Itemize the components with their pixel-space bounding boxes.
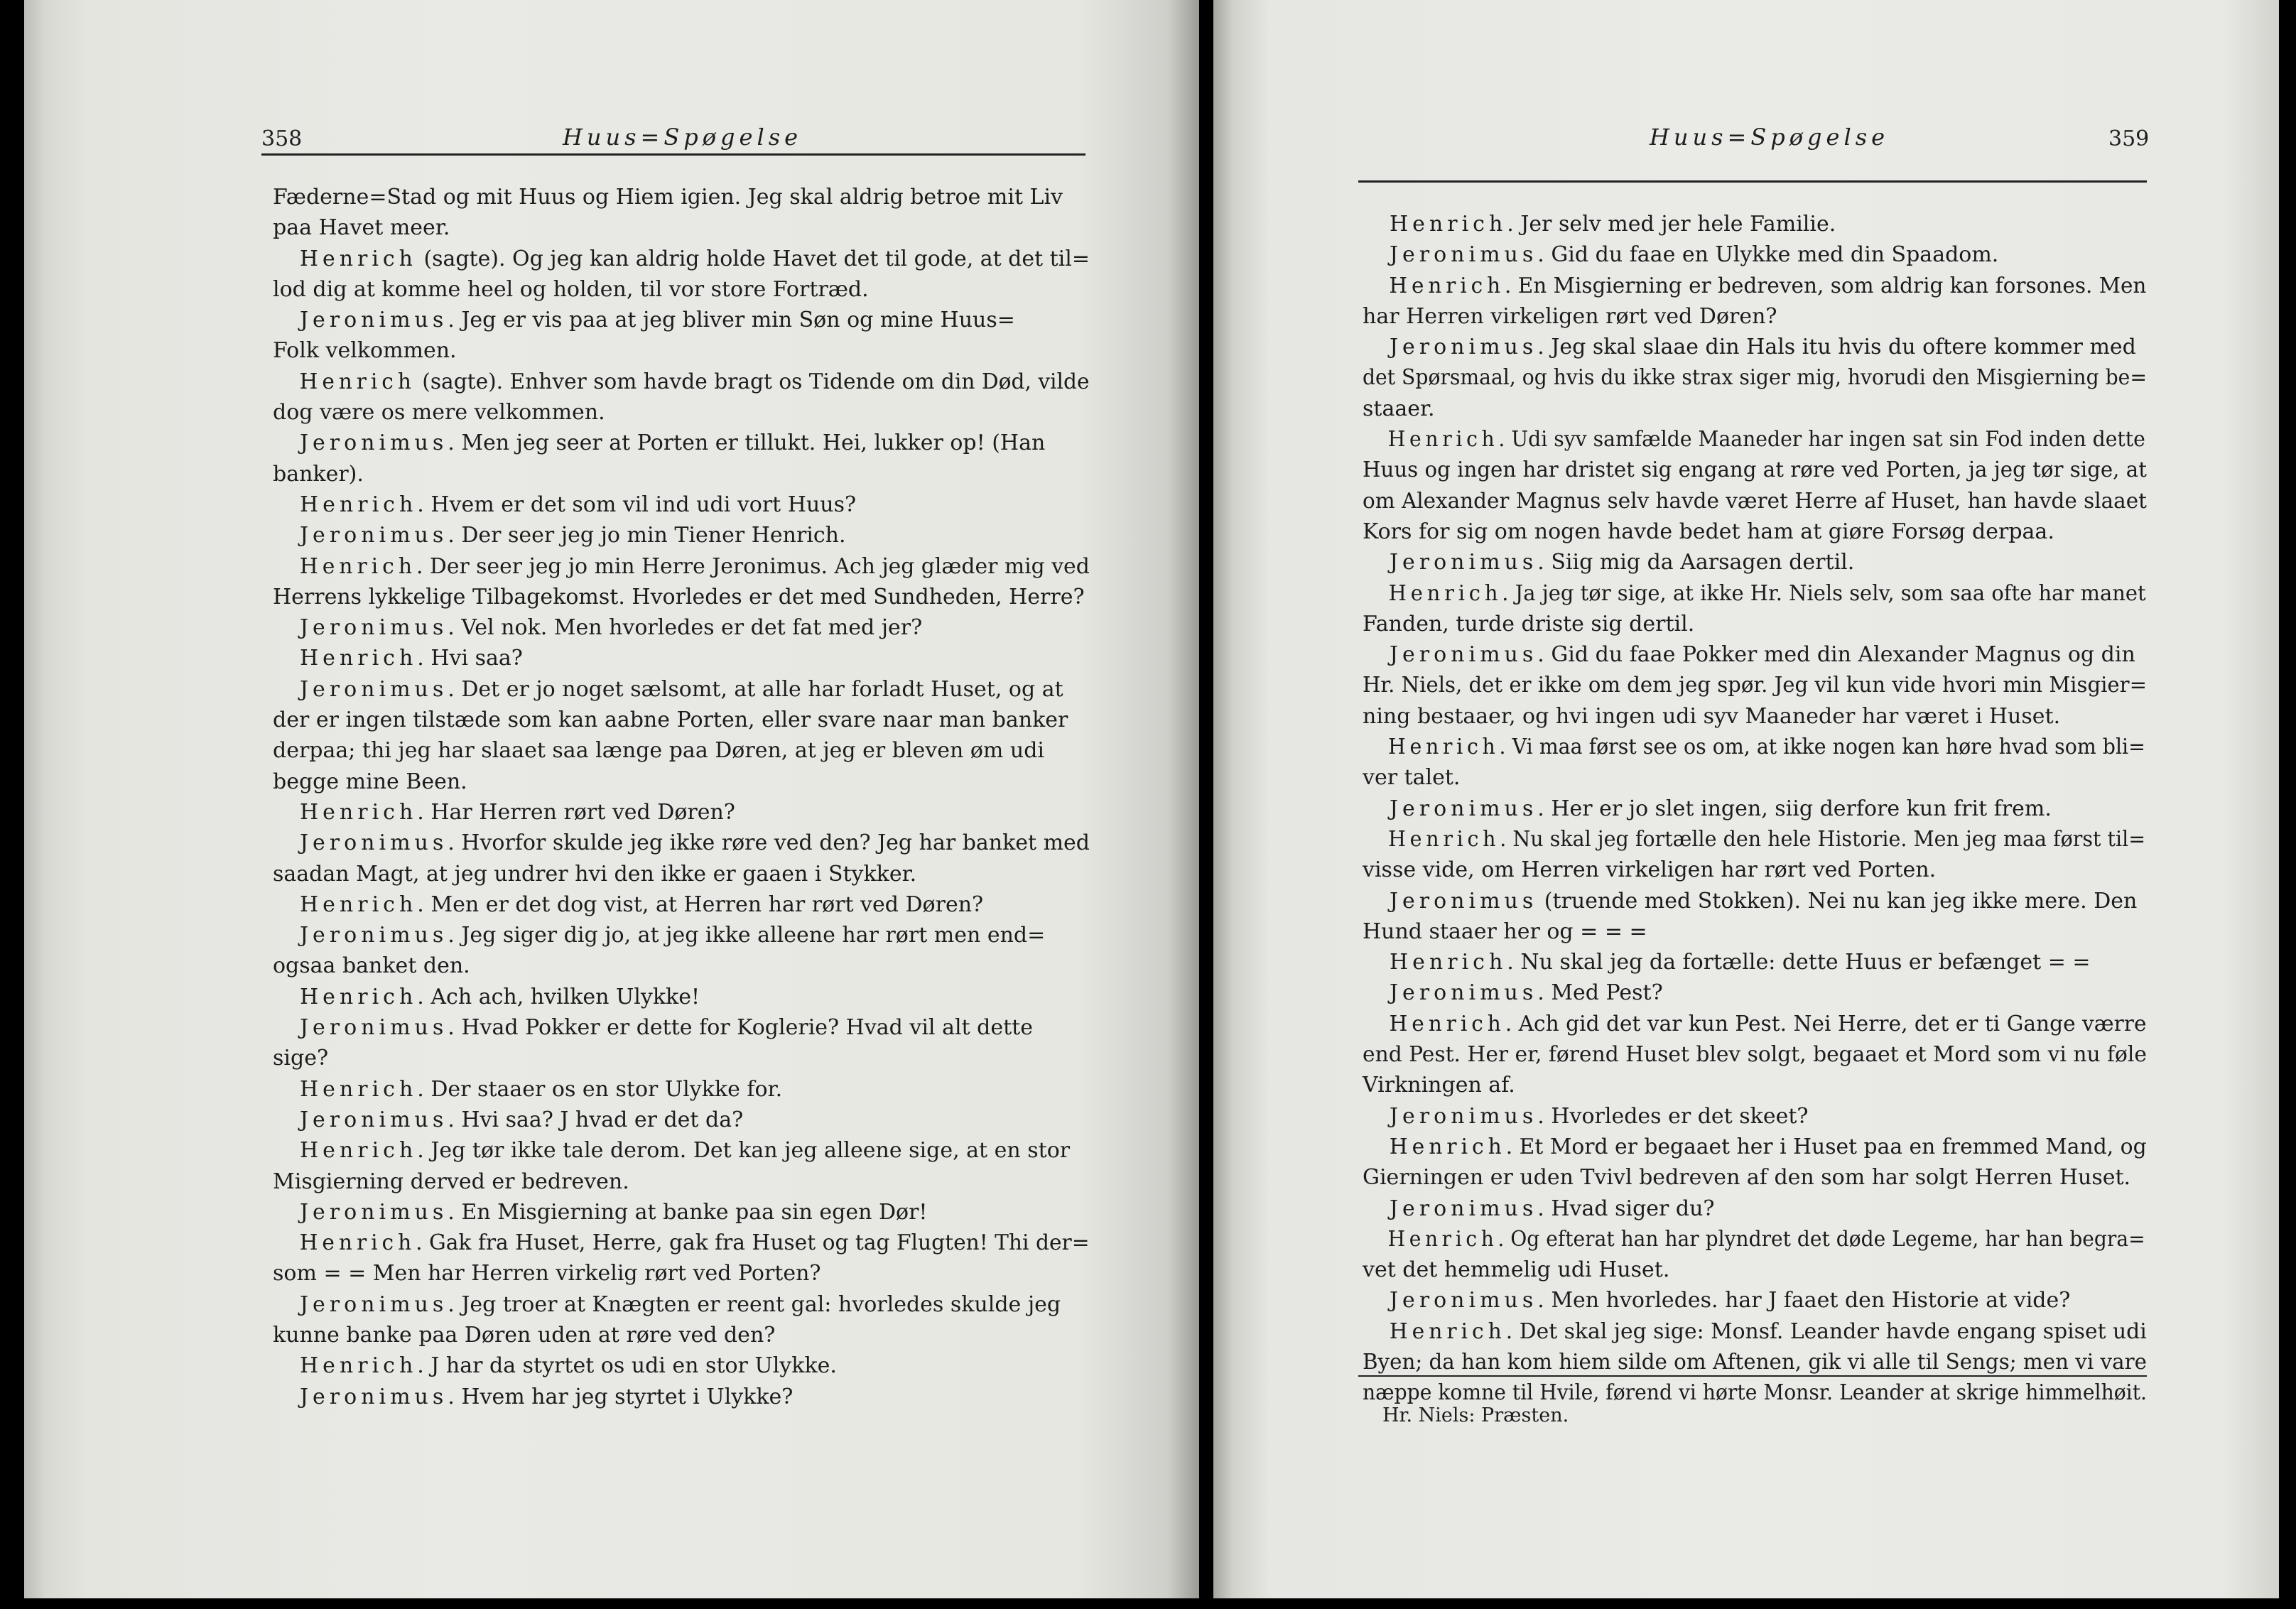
text-line [1363, 977, 2147, 1008]
text-line [273, 828, 1090, 858]
line-text: . Hvad siger du? [1537, 1196, 1715, 1221]
speaker-name: Henrich [1389, 1011, 1505, 1036]
text-line [1363, 609, 2147, 639]
line-text: ver talet. [1363, 765, 1461, 791]
speaker-name: Jeronimus [300, 1291, 448, 1317]
text-line [1363, 824, 2146, 855]
line-text: . Men hvorledes. har J faaet den Historie at vide? [1537, 1288, 2071, 1313]
line-text: . Med Pest? [1537, 980, 1663, 1006]
text-line [273, 244, 1088, 274]
line-text: Kors for sig om nogen havde bedet ham at giøre Forsøg derpaa. [1363, 519, 2054, 544]
text-line [273, 797, 1090, 828]
speaker-name: Jeronimus [1390, 888, 1538, 914]
line-text: det Spørsmaal, og hvis du ikke strax siger mig, hvorudi den Misgierning be= [1363, 365, 2148, 391]
line-text: Fæderne=Stad og mit Huus og Hiem igien. Jeg skal aldrig betroe mit Liv [273, 185, 1063, 210]
speaker-name: Jeronimus [300, 1384, 448, 1409]
right-page-text [1363, 209, 2147, 1409]
line-text: . Nu skal jeg fortælle den hele Historie. Men jeg maa først til= [1500, 826, 2146, 852]
speaker-name: Henrich [300, 892, 418, 917]
speaker-name: Henrich [300, 984, 418, 1009]
text-line [1363, 1162, 2147, 1193]
speaker-name: Jeronimus [1390, 335, 1538, 360]
line-text: . Der staaer os en stor Ulykke for. [417, 1076, 783, 1102]
speaker-name: Jeronimus [1390, 980, 1538, 1006]
text-line [1363, 1132, 2147, 1162]
text-line [1363, 762, 2147, 793]
line-text: . Men jeg seer at Porten er tillukt. Hei, lukker op! (Han [448, 430, 1046, 456]
line-text: . Hvi saa? [417, 646, 523, 671]
text-line [273, 1228, 1090, 1258]
right-page [1213, 0, 2279, 1598]
line-text: . Det er jo noget sælsomt, at alle har forladt Huset, og at [448, 676, 1063, 702]
text-line [273, 428, 1090, 458]
speaker-name: Henrich [299, 369, 416, 394]
line-text: . Hvorledes er det skeet? [1537, 1103, 1809, 1129]
text-line [1363, 1285, 2147, 1316]
text-line [1363, 1255, 2147, 1285]
line-text: . J har da styrtet os udi en stor Ulykke. [417, 1353, 837, 1379]
line-text: vet det hemmelig udi Huset. [1363, 1257, 1670, 1283]
text-line [1363, 732, 2145, 762]
text-line [273, 489, 1090, 520]
line-text: . Jer selv med jer hele Familie. [1507, 212, 1836, 237]
speaker-name: Jeronimus [299, 830, 448, 856]
speaker-name: Henrich [299, 1230, 416, 1256]
line-text: ning bestaaer, og hvi ingen udi syv Maaneder har været i Huset. [1363, 703, 2061, 729]
speaker-name: Henrich [299, 246, 417, 271]
line-text: . Jeg skal slaae din Hals itu hvis du oftere kommer med [1537, 335, 2136, 360]
speaker-name: Jeronimus [1390, 1196, 1538, 1221]
text-line [1363, 1039, 2148, 1070]
line-text: . Jeg er vis paa at jeg bliver min Søn og mine Huus= [448, 308, 1015, 333]
text-line [273, 950, 1090, 981]
text-line [1363, 793, 2147, 824]
speaker-name: Henrich [1389, 273, 1505, 298]
page-number: 359 [2108, 126, 2150, 151]
line-text: . Et Mord er begaaet her i Huset paa en fremmed Mand, og [1505, 1134, 2147, 1159]
text-line [1363, 701, 2147, 732]
speaker-name: Henrich [299, 553, 416, 579]
text-line [273, 182, 1090, 212]
speaker-name: Jeronimus [300, 923, 448, 948]
line-text: Gierningen er uden Tvivl bedreven af den som har solgt Herren Huset. [1363, 1165, 2131, 1191]
text-line [273, 551, 1090, 582]
running-head: Huus=Spøgelse [1650, 124, 1890, 151]
line-text: Folk velkommen. [273, 338, 457, 364]
speaker-name: Jeronimus [300, 1107, 448, 1132]
line-text: har Herren virkeligen rørt ved Døren? [1363, 303, 1777, 329]
line-text: (truende med Stokken). Nei nu kan jeg ikke mere. Den [1537, 888, 2138, 914]
text-line [1363, 455, 2147, 485]
text-line [273, 1105, 1090, 1135]
text-line [273, 612, 1090, 643]
text-line [273, 674, 1090, 705]
line-text: . Og efterat han har plyndret det døde Legeme, har han begra= [1498, 1226, 2145, 1252]
speaker-name: Jeronimus [300, 615, 448, 641]
text-line [273, 1258, 1090, 1289]
text-line [273, 1320, 1090, 1350]
line-text: . Det skal jeg sige: Monsf. Leander havde engang spiset udi [1505, 1318, 2147, 1344]
speaker-name: Jeronimus [300, 308, 448, 333]
speaker-name: Henrich [1389, 1318, 1506, 1344]
speaker-name: Henrich [1387, 427, 1499, 453]
line-text: staaer. [1363, 396, 1435, 421]
left-page [24, 0, 1199, 1598]
text-line [273, 1166, 1090, 1197]
speaker-name: Jeronimus [1390, 1103, 1538, 1129]
text-line [1363, 1224, 2145, 1255]
speaker-name: Henrich [300, 492, 418, 517]
line-text: Byen; da han kom hiem silde om Aftenen, gik vi alle til Sengs; men vi vare [1363, 1349, 2147, 1375]
text-line [1363, 239, 2147, 270]
line-text: . Hvi saa? J hvad er det da? [448, 1107, 744, 1132]
text-line [1363, 1193, 2147, 1224]
text-line [1363, 1070, 2147, 1100]
line-text: . Ach gid det var kun Pest. Nei Herre, det er ti Gange værre [1505, 1011, 2147, 1036]
line-text: (sagte). Og jeg kan aldrig holde Havet det til gode, at det til= [416, 246, 1090, 271]
line-text: . Jeg siger dig jo, at jeg ikke alleene har rørt men end= [448, 923, 1046, 948]
footnote: Hr. Niels: Præsten. [1382, 1404, 1569, 1426]
line-text: . Hvem har jeg styrtet i Ulykke? [448, 1384, 794, 1409]
text-line [273, 1135, 1090, 1166]
line-text: . Hvorfor skulde jeg ikke røre ved den? Jeg har banket med [448, 830, 1090, 856]
text-line [273, 335, 1090, 366]
text-line [273, 212, 1090, 243]
speaker-name: Jeronimus [1390, 642, 1538, 668]
speaker-name: Henrich [300, 1353, 418, 1379]
line-text: end Pest. Her er, førend Huset blev solgt, begaaet et Mord som vi nu føle [1363, 1042, 2148, 1068]
text-line [1363, 209, 2147, 239]
speaker-name: Jeronimus [300, 676, 448, 702]
line-text: Hund staaer her og = = = [1363, 919, 1647, 944]
line-text: . Men er det dog vist, at Herren har rørt ved Døren? [417, 892, 984, 917]
line-text: . Siig mig da Aarsagen dertil. [1537, 550, 1855, 575]
speaker-name: Jeronimus [1390, 242, 1538, 268]
line-text: . Vi maa først see os om, at ikke nogen kan høre hvad som bli= [1499, 735, 2145, 760]
line-text: . Der seer jeg jo min Tiener Henrich. [448, 523, 846, 548]
speaker-name: Henrich [1388, 580, 1502, 606]
speaker-name: Henrich [1389, 1134, 1506, 1159]
line-text: . Vel nok. Men hvorledes er det fat med jer? [448, 615, 923, 641]
line-text: visse vide, om Herren virkeligen har rørt ved Porten. [1363, 857, 1937, 883]
line-text: der er ingen tilstæde som kan aabne Porten, eller svare naar man banker [273, 708, 1068, 733]
text-line [273, 643, 1090, 673]
footnote-rule [1358, 1375, 2147, 1377]
line-text: saadan Magt, at jeg undrer hvi den ikke er gaaen i Stykker. [273, 861, 917, 887]
line-text: banker). [273, 461, 364, 487]
speaker-name: Jeronimus [300, 1015, 448, 1041]
speaker-name: Henrich [300, 646, 418, 671]
line-text: dog være os mere velkommen. [273, 400, 605, 426]
line-text: . Hvem er det som vil ind udi vort Huus? [417, 492, 857, 517]
line-text: . Nu skal jeg da fortælle: dette Huus er befænget = = [1507, 950, 2091, 975]
speaker-name: Henrich [1388, 826, 1500, 852]
line-text: som = = Men har Herren virkelig rørt ved Porten? [273, 1261, 821, 1286]
line-text: paa Havet meer. [273, 215, 450, 241]
line-text: . En Misgierning at banke paa sin egen Dør! [448, 1199, 928, 1225]
text-line [1363, 1316, 2147, 1347]
line-text: derpaa; thi jeg har slaaet saa længe paa Døren, at jeg er bleven øm udi [273, 738, 1045, 764]
line-text: . Gid du faae en Ulykke med din Spaadom. [1537, 242, 1999, 268]
text-line [1363, 394, 2147, 424]
text-line [273, 1289, 1090, 1320]
text-line [273, 705, 1090, 735]
text-line [1363, 578, 2146, 609]
line-text: . Jeg tør ikke tale derom. Det kan jeg alleene sige, at en stor [417, 1138, 1071, 1164]
text-line [273, 274, 1090, 305]
header-rule [1358, 180, 2147, 183]
text-line [273, 889, 1090, 920]
speaker-name: Henrich [300, 1076, 418, 1102]
text-line [1363, 271, 2147, 301]
text-line [273, 735, 1090, 766]
text-line [1363, 332, 2147, 362]
speaker-name: Henrich [1387, 735, 1500, 760]
line-text: . Der seer jeg jo min Herre Jeronimus. Ach jeg glæder mig ved [416, 553, 1090, 579]
line-text: (sagte). Enhver som havde bragt os Tidende om din Død, vilde [415, 369, 1090, 394]
line-text: Fanden, turde driste sig dertil. [1363, 611, 1695, 636]
line-text: . Hvad Pokker er dette for Koglerie? Hvad vil alt dette [448, 1015, 1033, 1041]
speaker-name: Jeronimus [1390, 796, 1538, 821]
text-line [273, 1197, 1090, 1228]
text-line [273, 1074, 1090, 1105]
text-line [1363, 362, 2148, 393]
text-line [273, 859, 1090, 889]
line-text: sige? [273, 1046, 329, 1071]
line-text: ogsaa banket den. [273, 953, 470, 979]
line-text: . Her er jo slet ingen, siig derfore kun frit frem. [1537, 796, 2052, 821]
header-rule [261, 153, 1085, 156]
speaker-name: Jeronimus [300, 1199, 448, 1225]
text-line [1363, 516, 2147, 547]
line-text: begge mine Been. [273, 769, 467, 794]
text-line [273, 1350, 1090, 1381]
text-line [1363, 639, 2147, 670]
text-line [273, 520, 1090, 551]
line-text: . Gid du faae Pokker med din Alexander Magnus og din [1537, 642, 2135, 668]
speaker-name: Jeronimus [1390, 1288, 1538, 1313]
text-line [1363, 670, 2147, 700]
page-number: 358 [261, 126, 303, 151]
line-text: lod dig at komme heel og holden, til vor store Fortræd. [273, 276, 869, 302]
line-text: om Alexander Magnus selv havde været Herre af Huset, han havde slaaet [1363, 488, 2147, 514]
line-text: Huus og ingen har dristet sig engang at røre ved Porten, ja jeg tør sige, at [1363, 457, 2147, 483]
text-line [1363, 547, 2147, 578]
text-line [273, 766, 1090, 797]
text-line [1363, 886, 2147, 916]
text-line [273, 1043, 1090, 1073]
text-line [1363, 855, 2147, 885]
line-text: . Har Herren rørt ved Døren? [417, 799, 735, 825]
speaker-name: Henrich [1390, 212, 1507, 237]
text-line [1363, 424, 2145, 455]
text-line [273, 459, 1090, 489]
line-text: . En Misgierning er bedreven, som aldrig kan forsones. Men [1504, 273, 2147, 298]
speaker-name: Jeronimus [1390, 550, 1538, 575]
line-text: Virkningen af. [1363, 1073, 1515, 1098]
line-text: . Ach ach, hvilken Ulykke! [417, 984, 700, 1009]
speaker-name: Henrich [300, 799, 418, 825]
text-line [273, 397, 1090, 428]
text-line [273, 582, 1090, 612]
line-text: Misgierning derved er bedreven. [273, 1169, 629, 1194]
left-page-text [273, 182, 1090, 1412]
line-text: . Jeg troer at Knægten er reent gal: hvorledes skulde jeg [448, 1291, 1061, 1317]
running-head: Huus=Spøgelse [563, 124, 803, 151]
speaker-name: Jeronimus [300, 430, 448, 456]
text-line [1363, 1009, 2147, 1039]
text-line [1363, 947, 2147, 977]
text-line [1363, 486, 2147, 516]
speaker-name: Henrich [1390, 950, 1507, 975]
line-text: . Gak fra Huset, Herre, gak fra Huset og tag Flugten! Thi der= [416, 1230, 1090, 1256]
speaker-name: Jeronimus [300, 523, 448, 548]
line-text: Hr. Niels, det er ikke om dem jeg spør. Jeg vil kun vide hvori min Misgier= [1363, 673, 2147, 698]
text-line [273, 920, 1090, 950]
text-line [1363, 301, 2147, 332]
line-text: . Udi syv samfælde Maaneder har ingen sat sin Fod inden dette [1498, 427, 2145, 453]
text-line [1363, 1101, 2147, 1132]
line-text: næppe komne til Hvile, førend vi hørte Monsr. Leander at skrige himmelhøit. [1363, 1380, 2147, 1406]
line-text: Herrens lykkelige Tilbagekomst. Hvorledes er det med Sundheden, Herre? [273, 584, 1085, 610]
line-text: kunne banke paa Døren uden at røre ved den? [273, 1322, 776, 1348]
text-line [1363, 916, 2147, 947]
text-line [273, 1012, 1090, 1043]
text-line [273, 367, 1090, 397]
line-text: . Ja jeg tør sige, at ikke Hr. Niels selv, som saa ofte har manet [1502, 580, 2146, 606]
text-line [273, 305, 1090, 335]
text-line [273, 982, 1090, 1012]
speaker-name: Henrich [300, 1138, 418, 1164]
speaker-name: Henrich [1387, 1226, 1498, 1252]
text-line [273, 1382, 1090, 1412]
text-line [1363, 1347, 2147, 1377]
